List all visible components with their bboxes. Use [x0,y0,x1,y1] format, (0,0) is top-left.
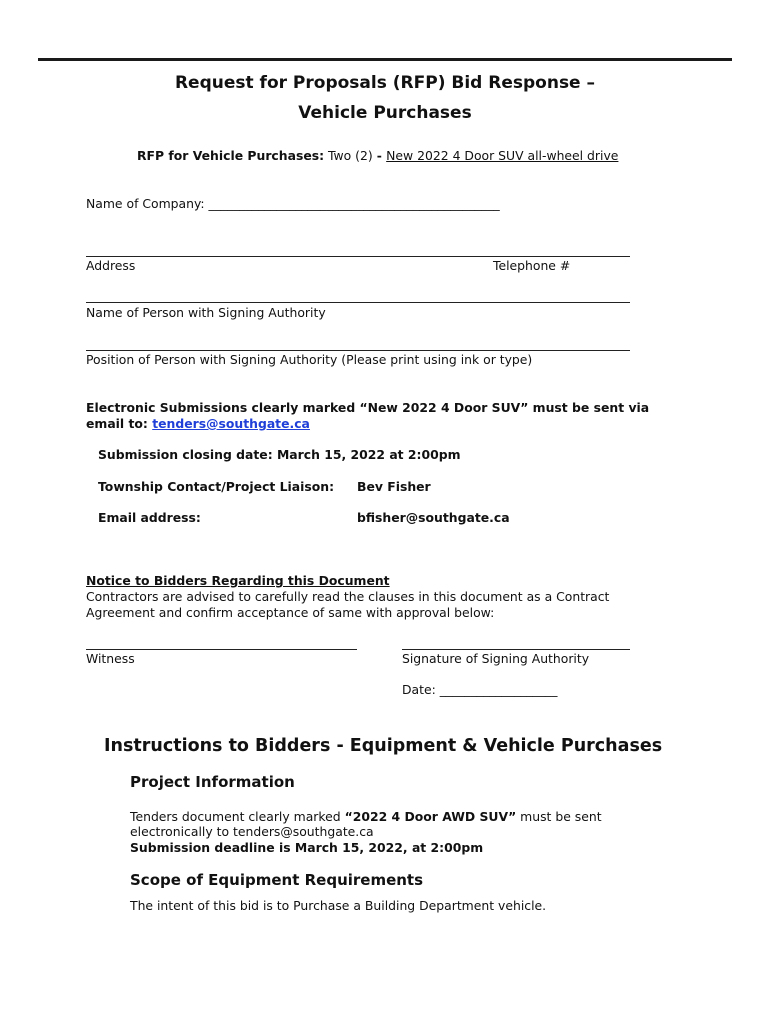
project-information-heading: Project Information [130,773,295,791]
scope-text: The intent of this bid is to Purchase a Building Department vehicle. [130,898,547,913]
document-title-line1: Request for Proposals (RFP) Bid Response – [174,73,596,93]
submission-line1: Electronic Submissions clearly marked “New 2022 4 Door SUV” must be sent via [86,400,650,415]
scope-heading: Scope of Equipment Requirements [130,871,424,889]
rfp-item: New 2022 4 Door SUV all-wheel drive [386,148,619,163]
project-line1-suffix: must be sent [516,809,602,824]
tenders-email-link[interactable]: tenders@southgate.ca [152,416,310,431]
position-label: Position of Person with Signing Authority (Please print using ink or type) [86,352,533,367]
project-line1-marking: “2022 4 Door AWD SUV” [344,809,517,824]
address-label: Address [86,258,136,273]
contact-label: Township Contact/Project Liaison: [98,479,335,494]
project-line1 [130,809,602,824]
top-rule [38,58,732,61]
project-line1-prefix: Tenders document clearly marked [130,809,345,824]
instructions-heading: Instructions to Bidders - Equipment & Vehicle Purchases [104,736,663,756]
notice-heading: Notice to Bidders Regarding this Document [86,573,390,588]
signature-line [402,649,630,650]
rfp-label: RFP for Vehicle Purchases: [137,148,325,163]
date-field: Date: ___________________ [402,682,558,697]
rfp-line [137,148,618,163]
signing-person-line [86,302,630,303]
submission-line2 [86,416,310,431]
project-line2: electronically to tenders@southgate.ca [130,824,374,839]
project-deadline: Submission deadline is March 15, 2022, at 2:00pm [130,840,484,855]
rfp-quantity: Two (2) [324,148,377,163]
company-name-field: Name of Company: _______________________________________________ [86,196,500,211]
telephone-label: Telephone # [493,258,571,273]
email-value: bfisher@southgate.ca [357,510,510,525]
contact-value: Bev Fisher [357,479,431,494]
address-signature-line [86,256,630,257]
email-label: Email address: [98,510,201,525]
document-title-line2: Vehicle Purchases [298,103,472,123]
notice-line2: Agreement and confirm acceptance of same with approval below: [86,605,495,620]
position-line [86,350,630,351]
signing-person-label: Name of Person with Signing Authority [86,305,326,320]
signature-label: Signature of Signing Authority [402,651,590,666]
closing-date: Submission closing date: March 15, 2022 at 2:00pm [98,447,461,462]
witness-label: Witness [86,651,135,666]
witness-line [86,649,357,650]
notice-line1: Contractors are advised to carefully read the clauses in this document as a Contract [86,589,610,604]
submission-email-prefix: email to: [86,416,153,431]
rfp-dash: - [376,148,387,163]
